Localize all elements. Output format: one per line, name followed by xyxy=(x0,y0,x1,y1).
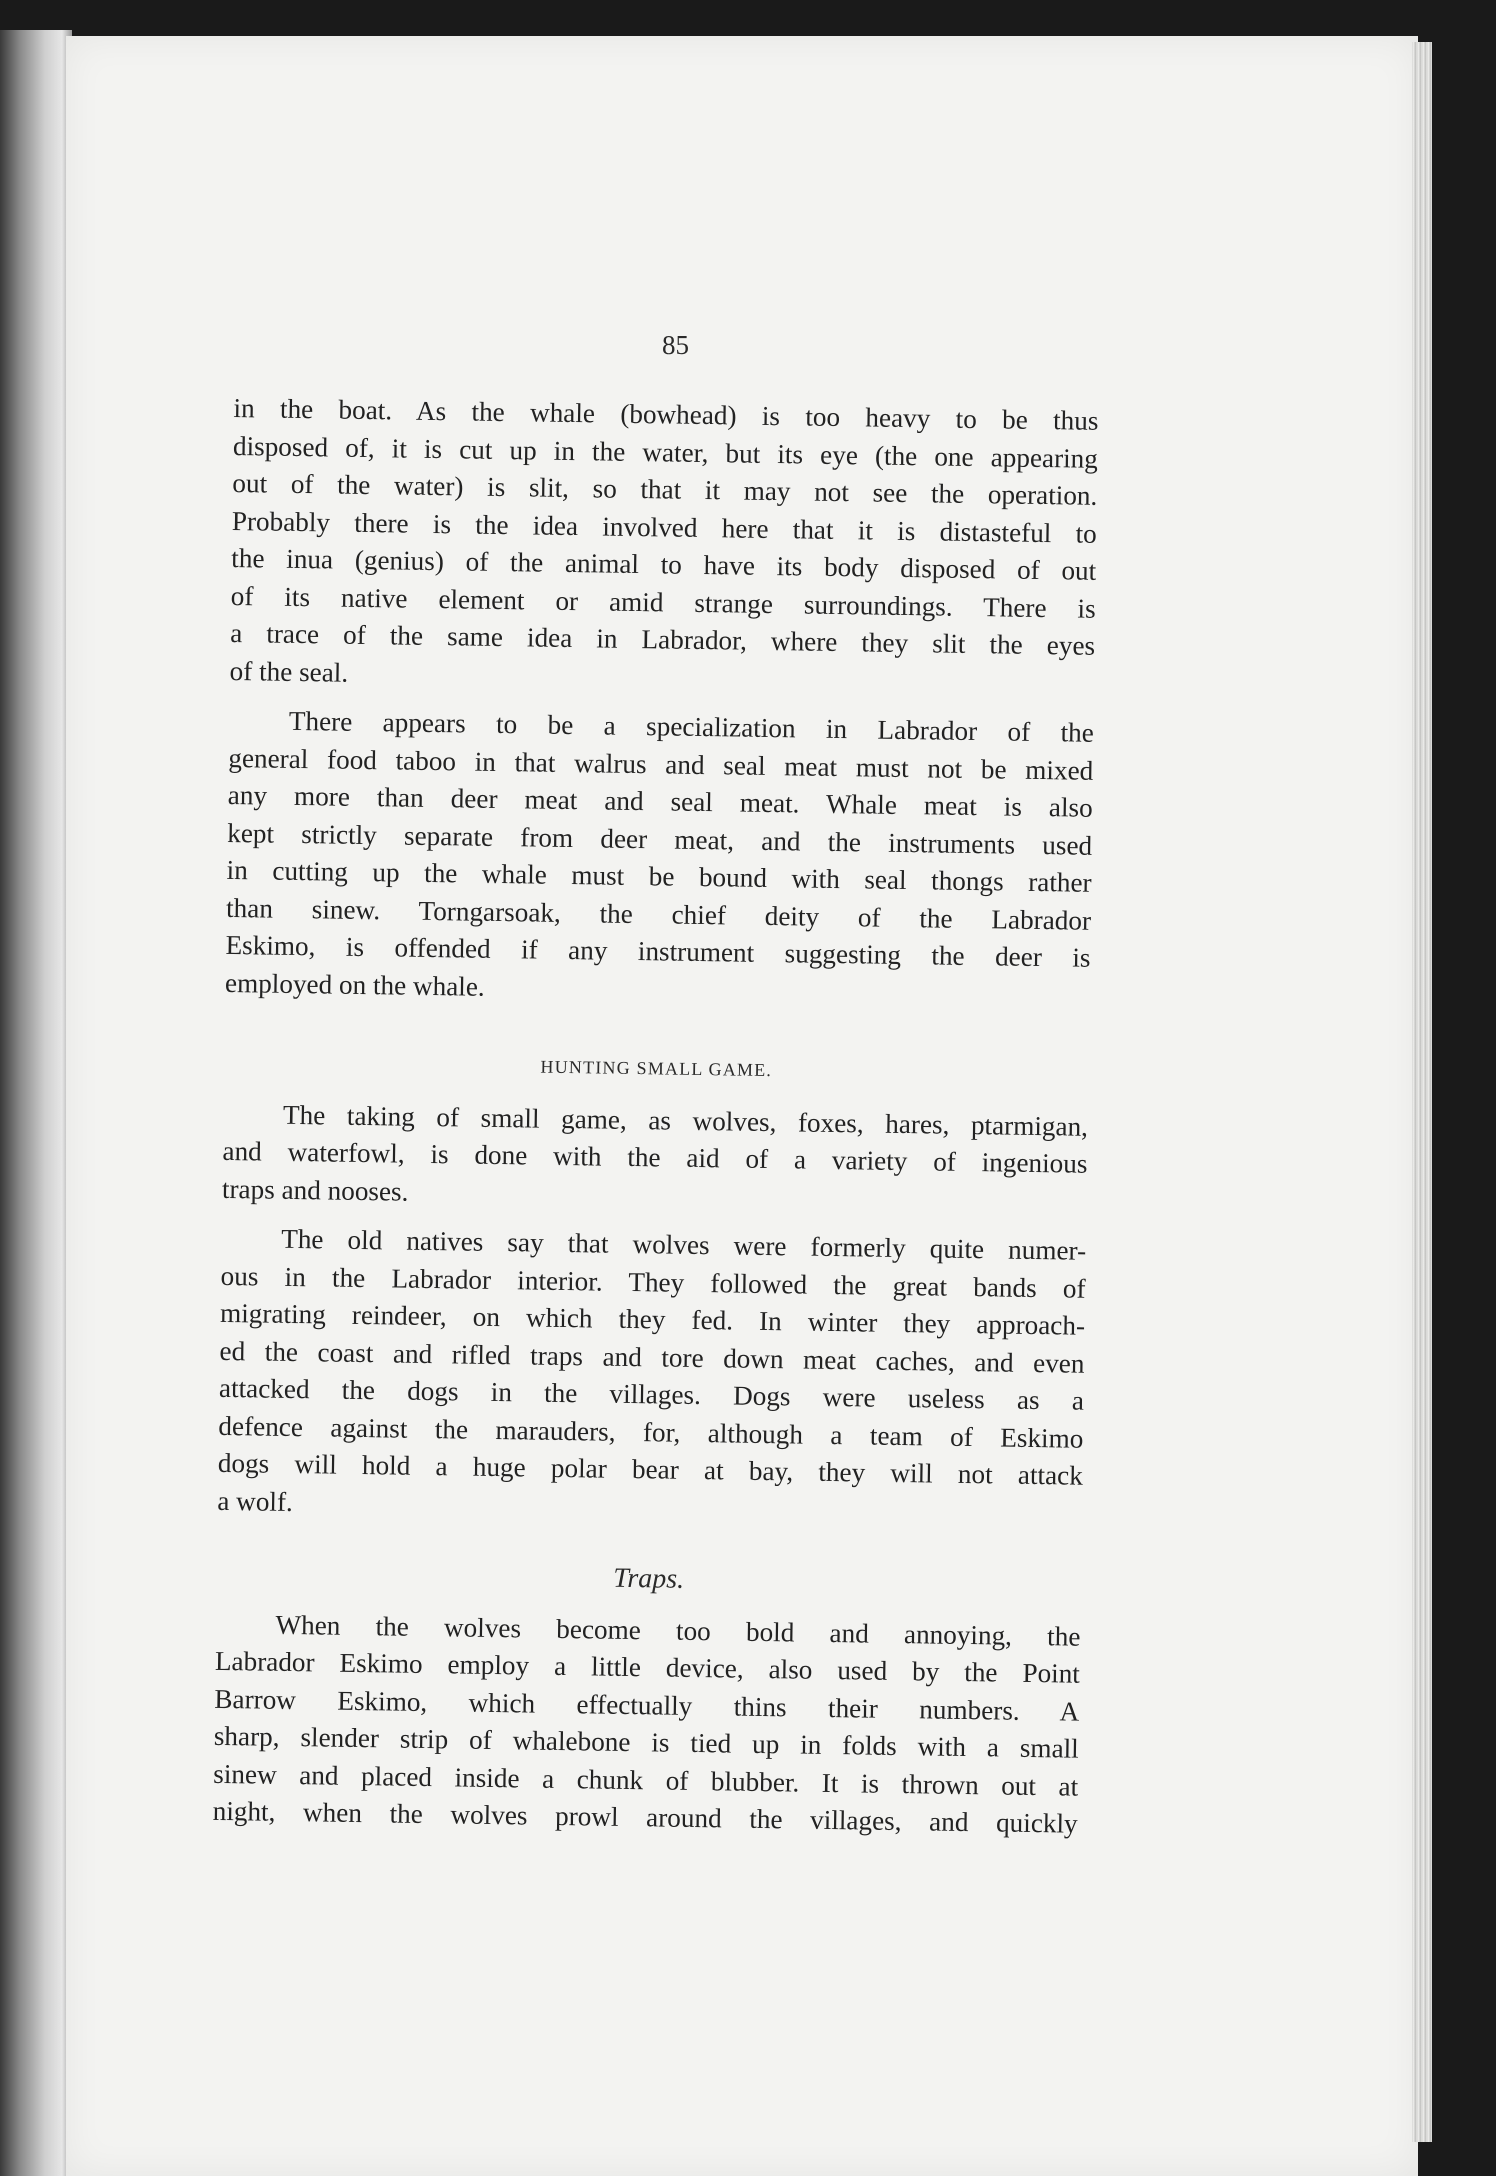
paragraph-traps xyxy=(212,1605,1080,1843)
text-line: any more than deer meat and seal meat. Whale meat is also xyxy=(227,779,1093,823)
text-line: migrating reindeer, on which they fed. In winter they approach- xyxy=(219,1297,1086,1341)
text-line: Probably there is the idea involved here that it is distasteful to xyxy=(231,505,1098,549)
text-line: Eskimo, is offended if any instrument suggesting the deer is xyxy=(225,929,1091,973)
text-line: of its native element or amid strange surroundings. There is xyxy=(230,580,1096,624)
text-line: There appears to be a specialization in Labrador of the xyxy=(288,705,1095,748)
paragraph-wolves xyxy=(217,1220,1086,1533)
text-line: a trace of the same idea in Labrador, where they slit the eyes xyxy=(229,617,1096,661)
text-line: When the wolves become too bold and annoying, the xyxy=(275,1609,1081,1652)
section-heading: HUNTING SMALL GAME. xyxy=(540,1056,773,1081)
text-line: than sinew. Torngarsoak, the chief deity of the Labrador xyxy=(225,892,1092,936)
text-line: kept strictly separate from deer meat, and the instruments used xyxy=(227,817,1093,861)
text-line: ed the coast and rifled traps and tore down meat caches, and even xyxy=(219,1335,1085,1379)
text-line: in cutting up the whale must be bound with seal thongs rather xyxy=(226,854,1092,898)
text-line: sharp, slender strip of whalebone is tied up in folds with a small xyxy=(213,1720,1079,1764)
text-line: disposed of, it is cut up in the water, but its eye (the one appearing xyxy=(232,430,1099,474)
text-line: and waterfowl, is done with the aid of a variety of ingenious xyxy=(222,1135,1088,1179)
text-line: Barrow Eskimo, which effectually thins their numbers. A xyxy=(214,1683,1080,1727)
text-line: general food taboo in that walrus and seal meat must not be mixed xyxy=(228,742,1094,786)
text-line: of the seal. xyxy=(229,655,349,688)
text-line: employed on the whale. xyxy=(224,967,485,1002)
text-line: defence against the marauders, for, although a team of Eskimo xyxy=(218,1410,1084,1454)
text-line: out of the water) is slit, so that it may not see the operation. xyxy=(232,467,1098,511)
page-number: 85 xyxy=(662,330,689,360)
text-line: a wolf. xyxy=(217,1485,294,1517)
right-page-stack xyxy=(1412,42,1432,2142)
text-line: attacked the dogs in the villages. Dogs were useless as a xyxy=(218,1372,1085,1416)
left-page-edge xyxy=(0,30,72,2176)
paragraph-whale-eye xyxy=(229,390,1098,703)
text-line: night, when the wolves prowl around the villages, and quickly xyxy=(212,1795,1078,1839)
text-line: dogs will hold a huge polar bear at bay, they will not attack xyxy=(217,1447,1084,1491)
text-line: sinew and placed inside a chunk of blubber. It is thrown out at xyxy=(213,1758,1079,1802)
text-line: The taking of small game, as wolves, foxes, hares, ptarmigan, xyxy=(282,1099,1089,1142)
subsection-heading: Traps. xyxy=(613,1562,685,1595)
text-line: traps and nooses. xyxy=(221,1173,409,1207)
text-line: in the boat. As the whale (bowhead) is too heavy to be thus xyxy=(233,392,1099,436)
paragraph-small-game xyxy=(222,1095,1089,1220)
text-line: ous in the Labrador interior. They followed the great bands of xyxy=(220,1260,1086,1304)
text-line: the inua (genius) of the animal to have its body disposed of out xyxy=(231,542,1097,586)
body-text xyxy=(212,310,1099,1843)
paragraph-food-taboo xyxy=(225,702,1094,1015)
text-line: The old natives say that wolves were formerly quite numer- xyxy=(281,1223,1087,1266)
text-line: Labrador Eskimo employ a little device, also used by the Point xyxy=(214,1645,1081,1689)
